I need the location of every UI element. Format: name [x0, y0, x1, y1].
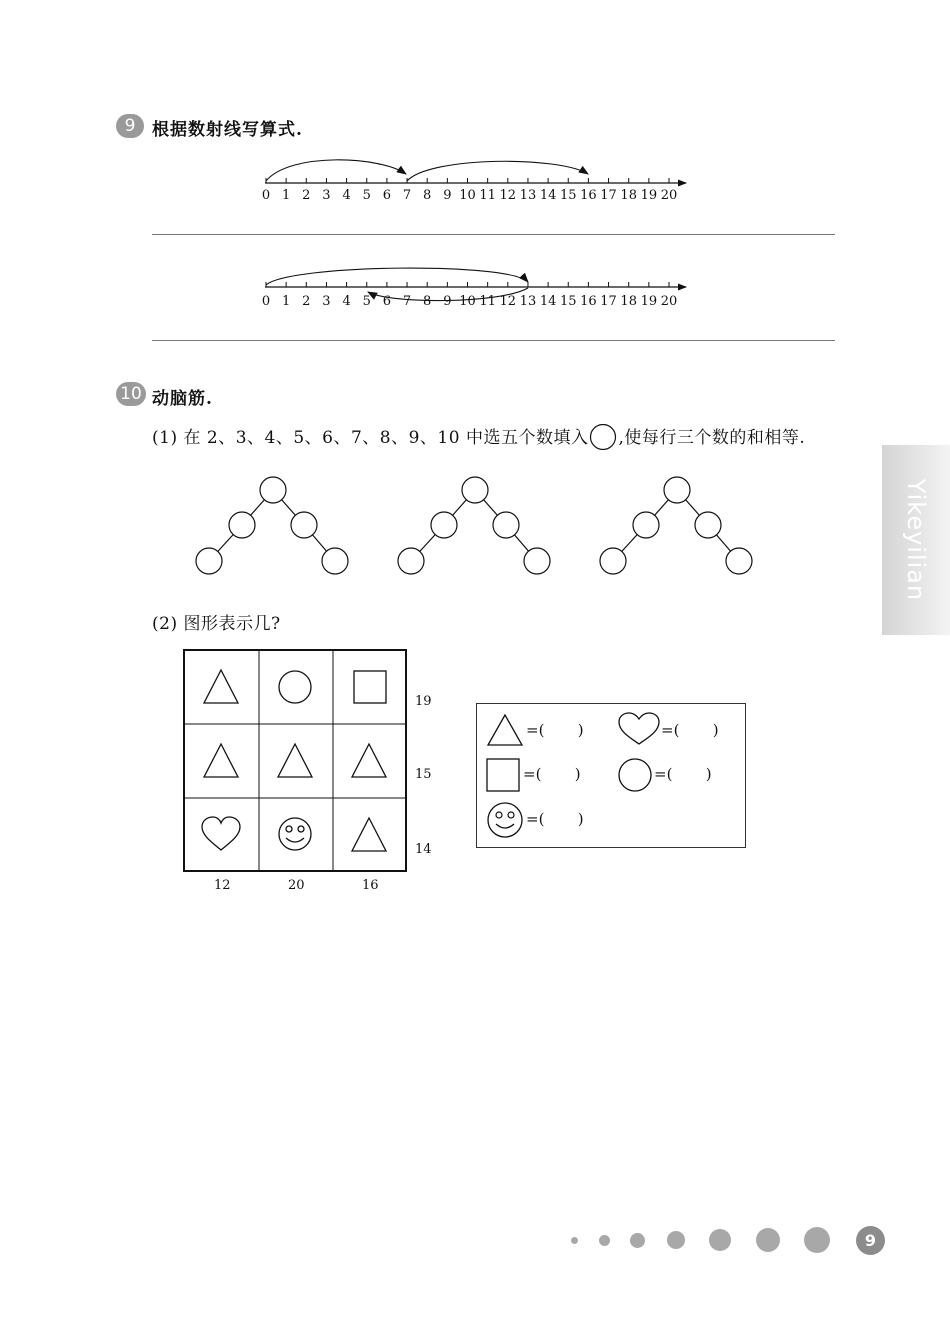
footer-dot [630, 1233, 645, 1248]
puzzle-3-slot-mid-right [695, 512, 721, 538]
footer-dot [599, 1235, 610, 1246]
side-tab [882, 445, 950, 635]
ticks-1 [266, 178, 669, 183]
puzzle-2-slot-top [462, 477, 488, 503]
tick-label-19: 19 [640, 294, 658, 309]
tick-labels-1 [262, 188, 677, 203]
tick-label-11: 11 [479, 294, 496, 309]
tick-label-15: 15 [559, 188, 577, 203]
question-9-title: 根据数射线写算式. [152, 120, 303, 140]
col-sum-1: 12 [214, 878, 231, 893]
triangle-icon [486, 713, 524, 747]
question-10-title: 动脑筋. [152, 389, 213, 409]
puzzle-3 [600, 477, 752, 574]
puzzle-1-slot-mid-right [291, 512, 317, 538]
footer-dot [756, 1228, 780, 1252]
answer-line-1 [152, 234, 835, 235]
axis-arrow [678, 180, 687, 187]
tick-label-6: 6 [382, 188, 392, 203]
tick-label-1: 1 [282, 294, 291, 309]
smiley-icon [486, 801, 524, 839]
puzzle-3-slot-top [664, 477, 690, 503]
tick-label-3: 3 [322, 294, 331, 309]
puzzle-1-slot-bottom-left [196, 548, 222, 574]
square-icon [486, 758, 520, 792]
question-9-badge: 9 [116, 114, 144, 138]
puzzle-3-slot-mid-left [633, 512, 659, 538]
tick-label-18: 18 [620, 188, 637, 203]
puzzle-1-slot-top [260, 477, 286, 503]
row-sum-2: 15 [415, 767, 432, 782]
tick-label-20: 20 [660, 188, 678, 203]
tick-labels-2 [262, 294, 677, 309]
tick-label-1: 1 [282, 188, 291, 203]
puzzle-2 [398, 477, 550, 574]
puzzle-1-slot-bottom-right [322, 548, 348, 574]
tick-label-2: 2 [302, 294, 311, 309]
tick-label-16: 16 [580, 188, 597, 203]
square-answer[interactable]: =( ) [523, 765, 581, 783]
part-2-instruction: (2) 图形表示几? [152, 614, 281, 634]
ticks-2 [266, 282, 669, 287]
blank-circle-icon [588, 424, 618, 450]
puzzle-1-slot-mid-left [229, 512, 255, 538]
tick-label-8: 8 [423, 294, 432, 309]
smiley-answer[interactable]: =( ) [526, 810, 584, 828]
tick-label-4: 4 [342, 294, 351, 309]
tick-label-5: 5 [362, 294, 371, 309]
tick-label-11: 11 [479, 188, 496, 203]
part-1-text-after: ,使每行三个数的和相等. [618, 428, 806, 448]
question-10-badge: 10 [116, 382, 146, 406]
shape-grid [183, 649, 409, 873]
page-number: 9 [856, 1226, 885, 1255]
jump-arc-0-to-13 [266, 268, 528, 285]
tick-label-12: 12 [499, 188, 517, 203]
tick-label-19: 19 [640, 188, 658, 203]
puzzle-3-slot-bottom-right [726, 548, 752, 574]
footer-dot [571, 1237, 578, 1244]
row-sum-1: 19 [415, 694, 432, 709]
tick-label-7: 7 [402, 294, 412, 309]
col-sum-3: 16 [362, 878, 379, 893]
tick-label-14: 14 [539, 294, 557, 309]
tick-label-3: 3 [322, 188, 331, 203]
tick-label-9: 9 [443, 294, 452, 309]
circle-answer[interactable]: =( ) [654, 765, 712, 783]
heart-answer[interactable]: =( ) [661, 721, 719, 739]
tick-label-7: 7 [402, 188, 412, 203]
tick-label-13: 13 [519, 188, 537, 203]
tick-label-5: 5 [362, 188, 371, 203]
footer-dot [804, 1227, 830, 1253]
tick-label-0: 0 [261, 294, 271, 309]
tick-label-18: 18 [620, 294, 637, 309]
answer-line-2 [152, 340, 835, 341]
tick-label-10: 10 [459, 294, 476, 309]
tick-label-0: 0 [261, 188, 271, 203]
circle-triangle-puzzles [190, 472, 770, 582]
puzzle-2-slot-bottom-right [524, 548, 550, 574]
puzzle-3-slot-bottom-left [600, 548, 626, 574]
number-line-1 [250, 150, 700, 210]
puzzle-2-slot-bottom-left [398, 548, 424, 574]
tick-label-9: 9 [443, 188, 452, 203]
puzzle-1 [196, 477, 348, 574]
heart-icon [617, 712, 661, 746]
tick-label-8: 8 [423, 188, 432, 203]
puzzle-2-slot-mid-right [493, 512, 519, 538]
tick-label-20: 20 [660, 294, 678, 309]
tick-label-6: 6 [382, 294, 392, 309]
tick-label-17: 17 [600, 294, 617, 309]
tick-label-17: 17 [600, 188, 617, 203]
number-line-2 [250, 256, 700, 316]
part-1-text-before: (1) 在 2、3、4、5、6、7、8、9、10 中选五个数填入 [152, 428, 589, 448]
part-1-instruction [152, 423, 805, 450]
answer-box [476, 703, 746, 848]
tick-label-10: 10 [459, 188, 476, 203]
tick-label-14: 14 [539, 188, 557, 203]
footer-dot [709, 1229, 731, 1251]
jump-arc-7-to-16 [407, 161, 588, 181]
tick-label-4: 4 [342, 188, 351, 203]
tick-label-16: 16 [580, 294, 597, 309]
puzzle-2-slot-mid-left [431, 512, 457, 538]
side-tab-label: Yikeyilian [902, 478, 930, 602]
footer-dot [667, 1231, 685, 1249]
row-sum-3: 14 [415, 842, 432, 857]
tick-label-13: 13 [519, 294, 537, 309]
col-sum-2: 20 [288, 878, 305, 893]
triangle-answer[interactable]: =( ) [526, 721, 584, 739]
circle-icon [617, 757, 653, 793]
tick-label-2: 2 [302, 188, 311, 203]
axis-arrow [678, 284, 687, 291]
tick-label-12: 12 [499, 294, 517, 309]
jump-arc-0-to-7 [266, 160, 406, 181]
tick-label-15: 15 [559, 294, 577, 309]
